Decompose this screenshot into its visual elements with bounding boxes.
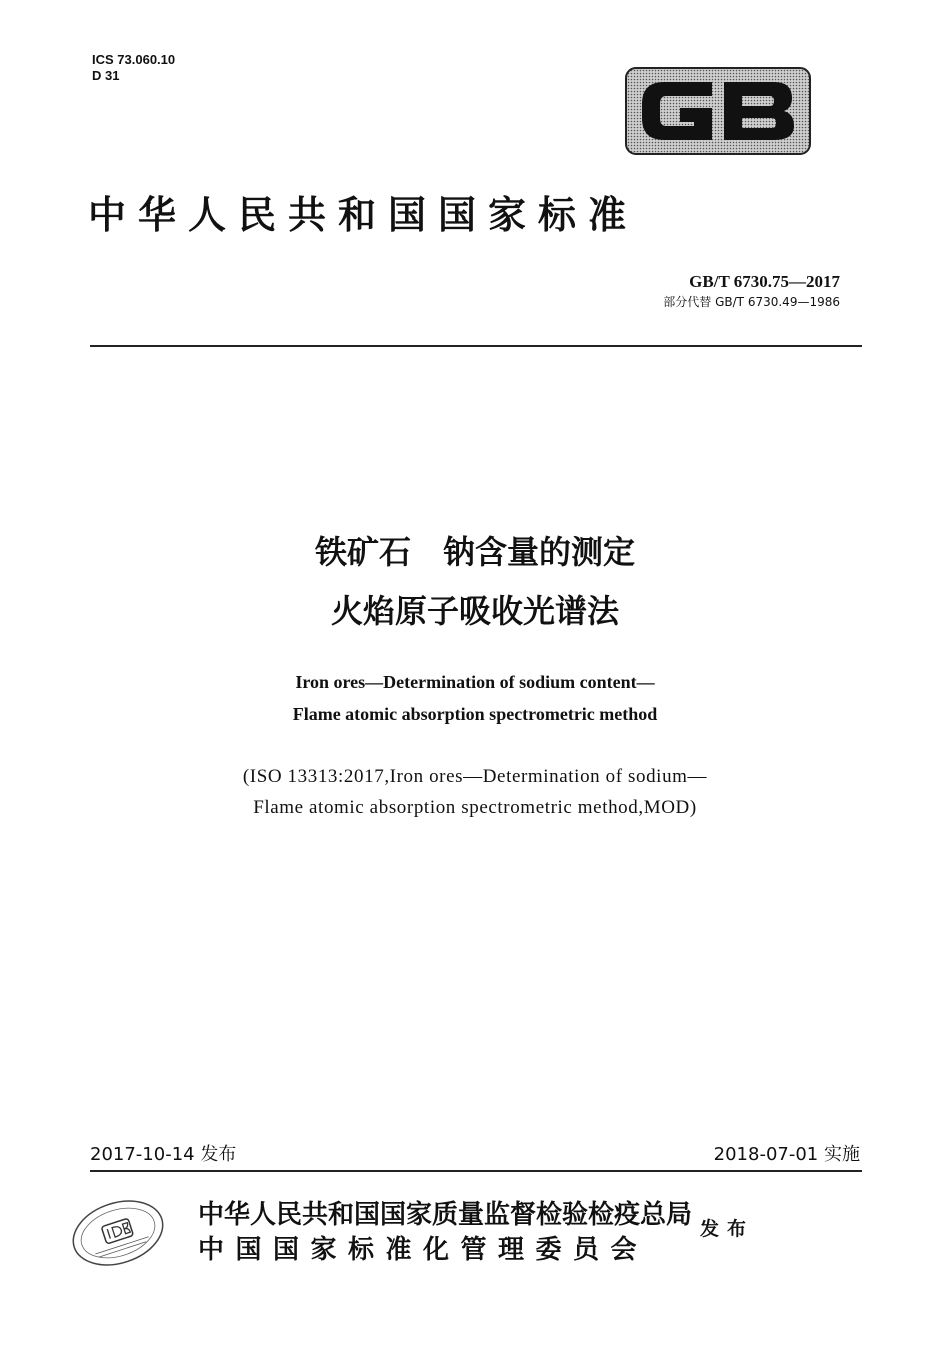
issuer-line2: 中国国家标准化管理委员会 — [198, 1235, 649, 1265]
watermark-stamp — [64, 1192, 172, 1274]
issue-verb: 发布 — [700, 1218, 755, 1240]
issuer-line1: 中华人民共和国国家质量监督检验检疫总局 — [198, 1200, 693, 1230]
ics-code: ICS 73.060.10 — [92, 52, 176, 67]
header-divider — [90, 345, 862, 347]
footer-divider — [90, 1170, 862, 1172]
standard-number-block — [663, 272, 840, 310]
iso-reference-line1: (ISO 13313:2017,Iron ores—Determination of sodium— — [242, 766, 708, 787]
replaces-note: 部分代替 GB/T 6730.49—1986 — [663, 295, 840, 309]
english-title-line2: Flame atomic absorption spectrometric method — [292, 704, 658, 724]
implement-date: 2018-07-01 实施 — [713, 1144, 860, 1165]
iso-reference-line2: Flame atomic absorption spectrometric method,MOD) — [253, 797, 697, 818]
ccs-code: D 31 — [92, 68, 120, 83]
org-title: 中华人民共和国国家标准 — [88, 192, 639, 237]
chinese-title-line1: 铁矿石 钠含量的测定 — [314, 533, 635, 571]
publish-date: 2017-10-14 发布 — [90, 1144, 237, 1165]
standard-number: GB/T 6730.75—2017 — [689, 272, 840, 291]
classification-codes — [92, 52, 175, 84]
chinese-title-line2: 火焰原子吸收光谱法 — [330, 592, 619, 630]
gb-logo — [624, 66, 812, 156]
english-title-line1: Iron ores—Determination of sodium content— — [295, 672, 655, 692]
